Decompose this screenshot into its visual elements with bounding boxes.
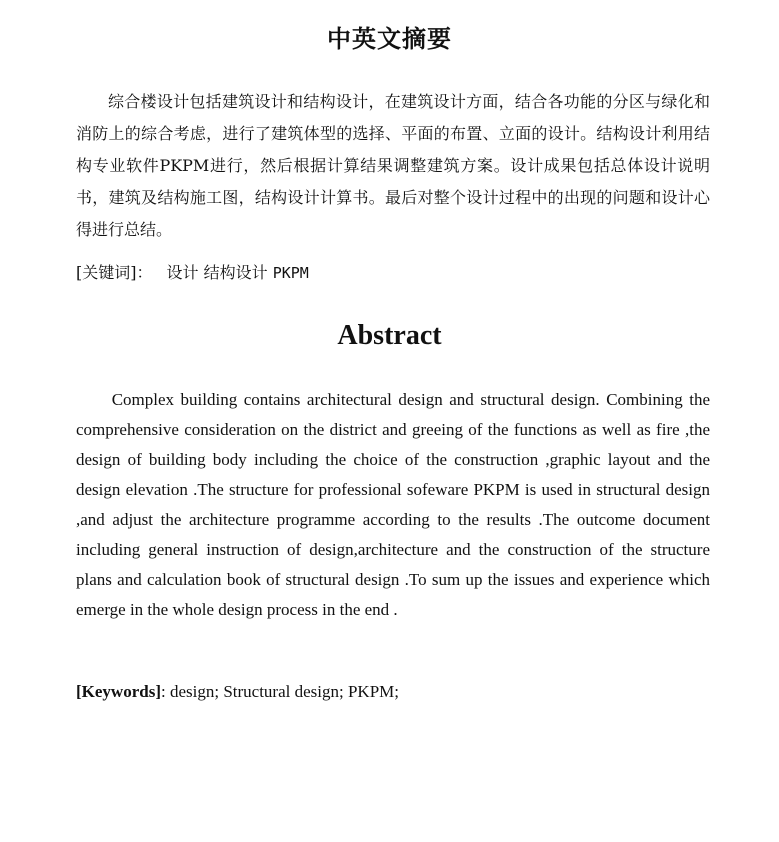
english-abstract-body: Complex building contains architectural design and structural design. Combining the comprehensive consideration on the district and greeing of the functions as well as fire ,the design of building body including the choice of the construction ,graphic layout and the design elevation .The structure for professional sofeware PKPM is used in structural design ,and adjust the architecture programme according to the results .The outcome document including general instruction of design,architecture and the construction of the structure plans and calculation book of structural design .To sum up the issues and experience which emerge in the whole design process in the end . <box>76 390 710 619</box>
chinese-keywords-latin: PKPM <box>272 264 309 282</box>
chinese-keywords-label: [关键词]： <box>76 263 153 282</box>
chinese-keywords-text: 设计 结构设计 <box>166 263 268 282</box>
chinese-keywords-line <box>76 258 710 288</box>
chinese-abstract-title: 中英文摘要 <box>327 25 452 53</box>
english-keywords-text: : design; Structural design; PKPM; <box>160 682 399 701</box>
chinese-abstract-body: 综合楼设计包括建筑设计和结构设计，在建筑设计方面，结合各功能的分区与绿化和消防上的综合考虑，进行了建筑体型的选择、平面的布置、立面的设计。结构设计利用结构专业软件PKPM进行，然后根据计算结果调整建筑方案。设计成果包括总体设计说明书，建筑及结构施工图，结构设计计算书。最后对整个设计过程中的出现的问题和设计心得进行总结。 <box>76 92 710 239</box>
english-keywords-line <box>76 677 710 707</box>
english-abstract-title: Abstract <box>337 320 442 351</box>
english-keywords-label: [Keywords] <box>76 682 161 701</box>
